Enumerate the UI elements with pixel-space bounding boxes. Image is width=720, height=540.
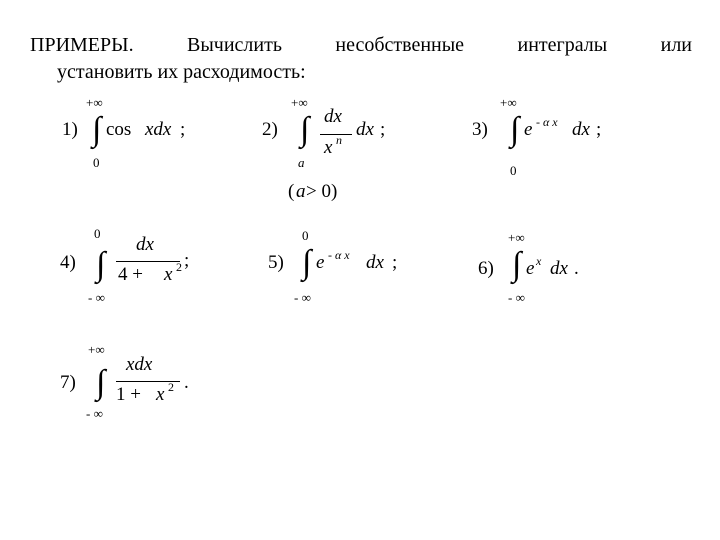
condition-open: ( — [288, 181, 295, 202]
lower-limit: - ∞ — [86, 406, 103, 421]
differential: dx — [572, 119, 590, 140]
lower-limit: - ∞ — [88, 290, 105, 305]
integral-sign: ∫ — [512, 246, 522, 283]
differential: dx — [550, 258, 568, 279]
lower-limit: a — [298, 155, 305, 170]
exponent: n — [336, 133, 342, 147]
punctuation: ; — [596, 119, 602, 140]
heading — [30, 32, 692, 86]
punctuation: ; — [380, 119, 386, 140]
integral-sign: ∫ — [92, 111, 102, 148]
heading-word: интегралы — [517, 34, 608, 56]
exponential-base: e — [316, 252, 325, 273]
integral-sign: ∫ — [510, 111, 520, 148]
denominator: x — [324, 137, 333, 158]
heading-line-1 — [30, 32, 692, 59]
heading-word: Вычислить — [187, 34, 282, 56]
exponent: x — [536, 254, 542, 268]
numerator: dx — [324, 106, 342, 127]
example-number: 1) — [62, 119, 78, 140]
integral-sign: ∫ — [302, 244, 312, 281]
numerator: dx — [136, 234, 154, 255]
example-number: 4) — [60, 252, 76, 273]
punctuation: ; — [180, 119, 186, 140]
example-number: 5) — [268, 252, 284, 273]
upper-limit: 0 — [94, 226, 101, 241]
heading-word: ПРИМЕРЫ. — [30, 34, 134, 56]
upper-limit: +∞ — [508, 230, 525, 245]
punctuation: ; — [184, 250, 190, 271]
lower-limit: - ∞ — [294, 290, 311, 305]
upper-limit: 0 — [302, 228, 309, 243]
exponent: - α x — [328, 248, 350, 262]
upper-limit: +∞ — [500, 95, 517, 110]
lower-limit: 0 — [510, 163, 517, 178]
condition-rest: > 0) — [306, 181, 338, 202]
example-number: 6) — [478, 258, 494, 279]
heading-word: несобственные — [335, 34, 465, 56]
example-number: 7) — [60, 372, 76, 393]
fraction-bar — [116, 261, 180, 262]
example-number: 2) — [262, 119, 278, 140]
differential: dx — [366, 252, 384, 273]
integral-sign: ∫ — [96, 364, 106, 401]
lower-limit: - ∞ — [508, 290, 525, 305]
variable: xdx — [145, 119, 172, 140]
punctuation: . — [184, 372, 189, 393]
denominator-prefix: 1 + — [116, 384, 141, 405]
lower-limit: 0 — [93, 155, 100, 170]
integral-sign: ∫ — [300, 111, 310, 148]
denominator-prefix: 4 + — [118, 264, 143, 285]
heading-word: или — [660, 34, 692, 56]
condition-variable: a — [296, 181, 306, 202]
punctuation: ; — [392, 252, 398, 273]
integral-sign: ∫ — [96, 246, 106, 283]
upper-limit: +∞ — [291, 95, 308, 110]
numerator: xdx — [126, 354, 153, 375]
denominator: x — [164, 264, 173, 285]
denominator: x — [156, 384, 165, 405]
exponential-base: e — [526, 258, 535, 279]
function-name: cos — [106, 119, 132, 140]
exponential-base: e — [524, 119, 533, 140]
heading-line-2: установить их расходимость: — [57, 61, 306, 83]
upper-limit: +∞ — [88, 342, 105, 357]
exponent: - α x — [536, 115, 558, 129]
differential: dx — [356, 119, 374, 140]
punctuation: . — [574, 258, 579, 279]
example-number: 3) — [472, 119, 488, 140]
exponent: 2 — [176, 260, 182, 274]
exponent: 2 — [168, 380, 174, 394]
upper-limit: +∞ — [86, 95, 103, 110]
